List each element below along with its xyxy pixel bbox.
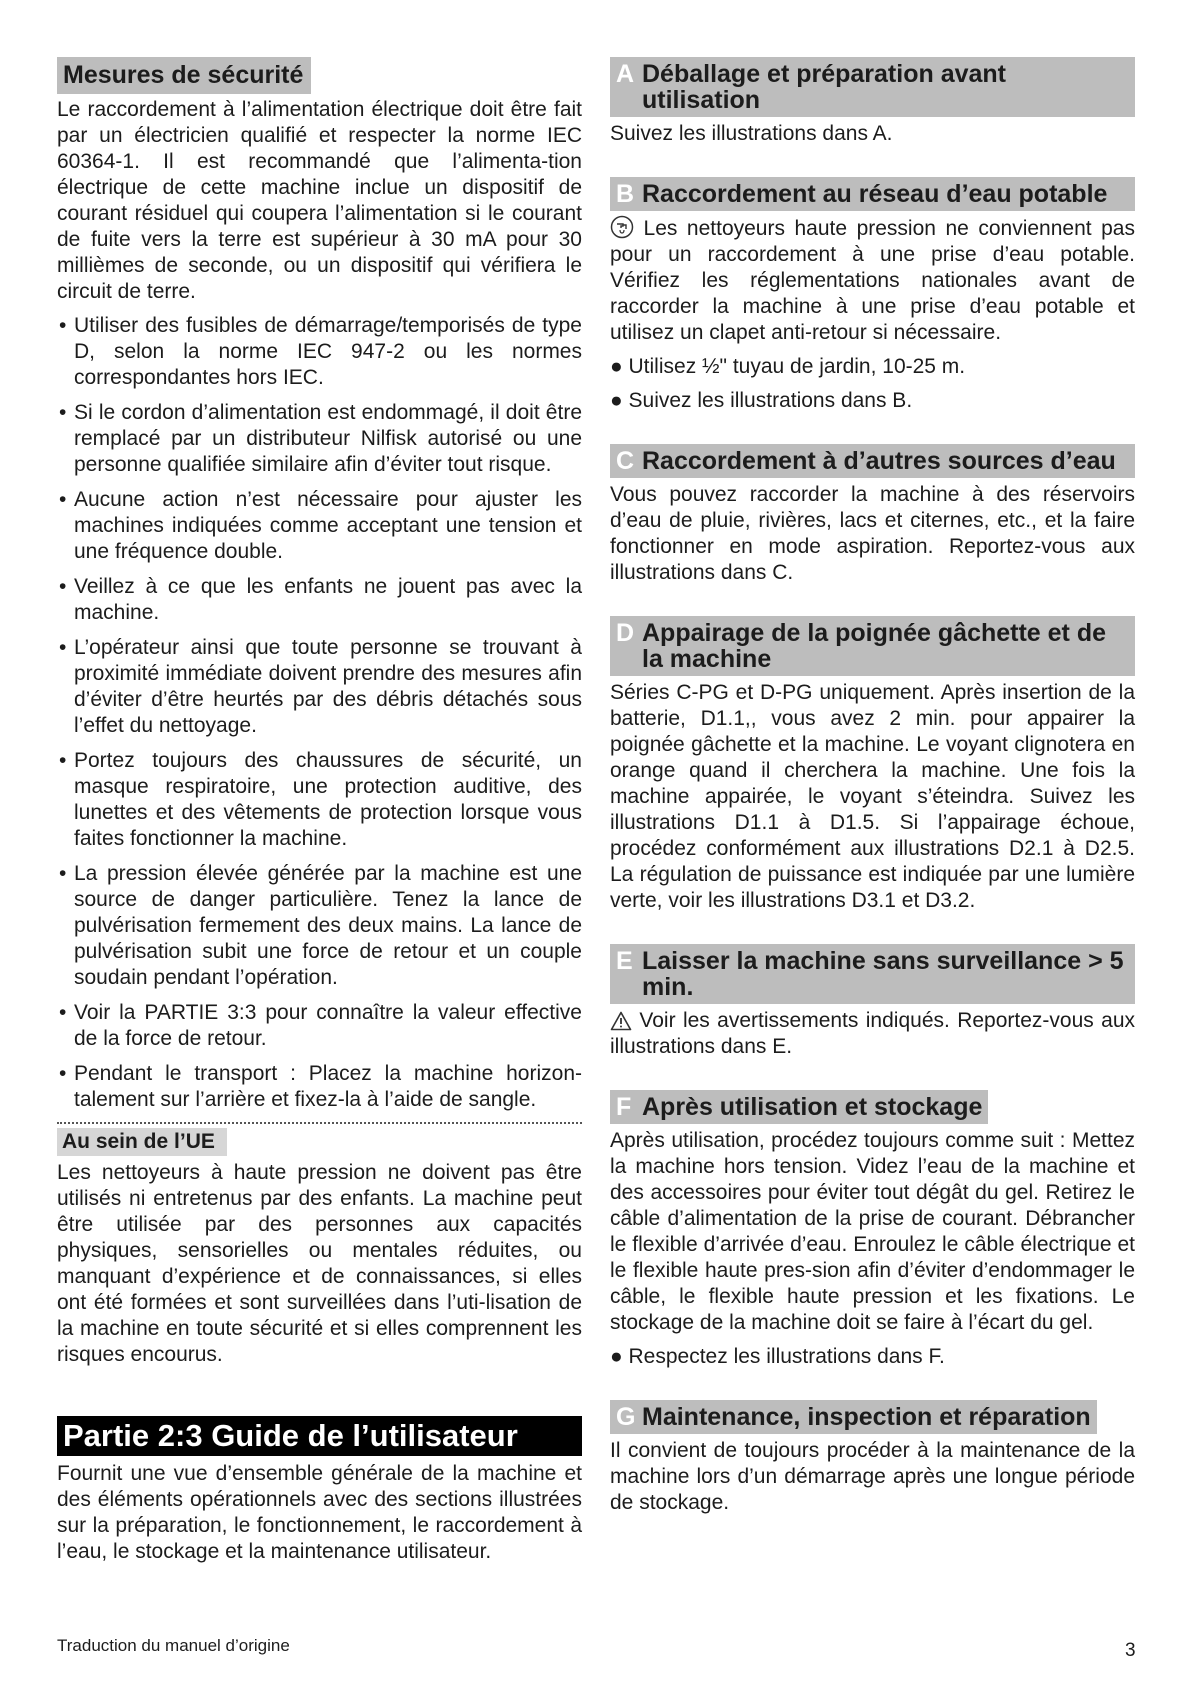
- section-header: [610, 1090, 988, 1124]
- section-header: [610, 944, 1135, 1004]
- section-header: [610, 177, 1135, 211]
- eu-heading: Au sein de l’UE: [57, 1128, 227, 1156]
- right-column: [610, 57, 1135, 1546]
- safety-bullet: • La pression élevée générée par la machine est une source de danger particulière. Tenez la lance de pulvérisation fermement des deux mains. La lance de pulvérisation subit une force de retour et un couple soudain pendant l’opération.: [57, 861, 582, 991]
- page-number: 3: [1125, 1640, 1136, 1661]
- section-item: ● Suivez les illustrations dans B.: [610, 389, 913, 412]
- safety-bullet-list: [57, 313, 582, 1113]
- section-header: [610, 616, 1135, 676]
- section-header: [610, 1400, 1097, 1434]
- safety-bullet: • Voir la PARTIE 3:3 pour connaître la valeur effective de la force de retour.: [57, 1000, 582, 1052]
- section-f: [610, 1090, 1135, 1370]
- safety-intro: Le raccordement à l’alimentation électrique doit être fait par un électricien qualifié et respecter la norme IEC 60364-1. Il est recommandé que l’alimenta-tion électrique de cette machine inclue un dispositif de courant résiduel qui coupera l’alimentation si le courant de fuite vers la terre est supérieur à 30 mA pour 30 millièmes de seconde, ou un dispositif qui vérifiera le circuit de terre.: [57, 98, 582, 303]
- safety-bullet: • Si le cordon d’alimentation est endommagé, il doit être remplacé par un distributeur Nilfisk autorisé ou une personne qualifiée similaire afin d’éviter tout risque.: [57, 400, 582, 478]
- section-letter: D: [616, 619, 635, 647]
- section-letter: E: [616, 947, 633, 975]
- section-c: [610, 444, 1135, 586]
- safety-bullet: • L’opérateur ainsi que toute personne se trouvant à proximité immédiate doivent prendre des mesures afin d’éviter d’être heurtés par des débris détachés sous l’effet du nettoyage.: [57, 635, 582, 739]
- section-title: Déballage et préparation avant utilisation: [642, 60, 1007, 114]
- section-text: Séries C-PG et D-PG uniquement. Après insertion de la batterie, D1.1,, vous avez 2 min. pour appairer la poignée gâchette et la machine. Le voyant clignotera en orange quand il cherchera la machine. Une fois la machine appairée, le voyant s’éteindra. Suivez les illustrations D1.1 à D1.5. Si l’appairage échoue, procédez conformément aux illustrations D2.1 à D2.5. La régulation de puissance est indiquée par une lumière verte, voir les illustrations D3.1 et D3.2.: [610, 681, 1135, 912]
- section-text: Il convient de toujours procéder à la maintenance de la machine lors d’un démarrage après une longue période de stockage.: [610, 1439, 1135, 1514]
- part-banner: Partie 2:3 Guide de l’utilisateur: [57, 1416, 582, 1456]
- eu-text: Les nettoyeurs à haute pression ne doivent pas être utilisés ni entretenus par des enfants. La machine peut être utilisée par des personnes aux capacités physiques, sensorielles ou mentales réduites, ou manquant d’expérience et de connaissances, si elles ont été formées et sont surveillées dans l’uti-lisation de la machine en toute sécurité et si elles comprennent les risques encourus.: [57, 1161, 582, 1366]
- safety-bullet: • Pendant le transport : Placez la machine horizon-talement sur l’arrière et fixez-la à l’aide de sangle.: [57, 1061, 582, 1113]
- safety-heading: Mesures de sécurité: [57, 57, 311, 94]
- drinking-water-icon: [610, 215, 634, 239]
- dotted-divider: [57, 1122, 582, 1124]
- section-item: ● Respectez les illustrations dans F.: [610, 1345, 945, 1368]
- footer-note: Traduction du manuel d’origine: [57, 1636, 290, 1655]
- section-header: [610, 444, 1135, 478]
- section-letter: A: [616, 60, 635, 88]
- section-title: Raccordement à d’autres sources d’eau: [642, 447, 1116, 475]
- section-d: [610, 616, 1135, 914]
- section-text: Vous pouvez raccorder la machine à des réservoirs d’eau de pluie, rivières, lacs et citernes, etc., et la faire fonctionner en mode aspiration. Reportez-vous aux illustrations dans C.: [610, 483, 1135, 584]
- section-title: Après utilisation et stockage: [642, 1093, 983, 1121]
- section-letter: B: [616, 180, 635, 208]
- section-text-wrapper: [610, 215, 1135, 346]
- safety-bullet: • Utiliser des fusibles de démarrage/temporisés de type D, selon la norme IEC 947-2 ou les normes correspondantes hors IEC.: [57, 313, 582, 391]
- section-text: Suivez les illustrations dans A.: [610, 122, 893, 145]
- section-a: [610, 57, 1135, 147]
- warning-icon: [610, 1011, 632, 1031]
- section-g: [610, 1400, 1135, 1516]
- section-header: [610, 57, 1135, 117]
- section-title: Appairage de la poignée gâchette et de la machine: [642, 619, 1107, 673]
- section-item: ● Utilisez ½" tuyau de jardin, 10-25 m.: [610, 355, 966, 378]
- section-title: Laisser la machine sans surveillance > 5 min.: [642, 947, 1124, 1001]
- section-text: Voir les avertissements indiqués. Reportez-vous aux illustrations dans E.: [610, 1009, 1136, 1058]
- section-title: Raccordement au réseau d’eau potable: [642, 180, 1108, 208]
- safety-bullet: • Aucune action n’est nécessaire pour ajuster les machines indiquées comme acceptant une tension et une fréquence double.: [57, 487, 582, 565]
- section-text: Les nettoyeurs haute pression ne conviennent pas pour un raccordement à une prise d’eau potable. Vérifiez les réglementations nationales avant de raccorder la machine à une prise d’eau potable et utilisez un clapet anti-retour si nécessaire.: [610, 217, 1135, 344]
- part-text: Fournit une vue d’ensemble générale de la machine et des éléments opérationnels avec des sections illustrées sur la préparation, le fonctionnement, le raccordement à l’eau, le stockage et la maintenance utilisateur.: [57, 1462, 582, 1563]
- left-column: [57, 57, 582, 1565]
- section-e: [610, 944, 1135, 1060]
- section-text-wrapper: [610, 1008, 1135, 1060]
- section-text: Après utilisation, procédez toujours comme suit : Mettez la machine hors tension. Videz l’eau de la machine et des accessoires pour éviter tout dégât du gel. Retirez le câble d’alimentation de la prise de courant. Débrancher le flexible d’arrivée d’eau. Enroulez le câble électrique et le flexible haute pres-sion afin d’éviter d’endommager le câble, le flexible haute pression et les fixations. Le stockage de la machine doit se faire à l’écart du gel.: [610, 1129, 1135, 1334]
- section-letter: G: [616, 1403, 636, 1431]
- section-title: Maintenance, inspection et réparation: [642, 1403, 1091, 1431]
- safety-bullet: • Veillez à ce que les enfants ne jouent pas avec la machine.: [57, 574, 582, 626]
- section-letter: C: [616, 447, 635, 475]
- safety-bullet: • Portez toujours des chaussures de sécurité, un masque respiratoire, une protection auditive, des lunettes et des vêtements de protection lorsque vous faites fonctionner la machine.: [57, 748, 582, 852]
- section-letter: F: [616, 1093, 632, 1121]
- section-b: [610, 177, 1135, 414]
